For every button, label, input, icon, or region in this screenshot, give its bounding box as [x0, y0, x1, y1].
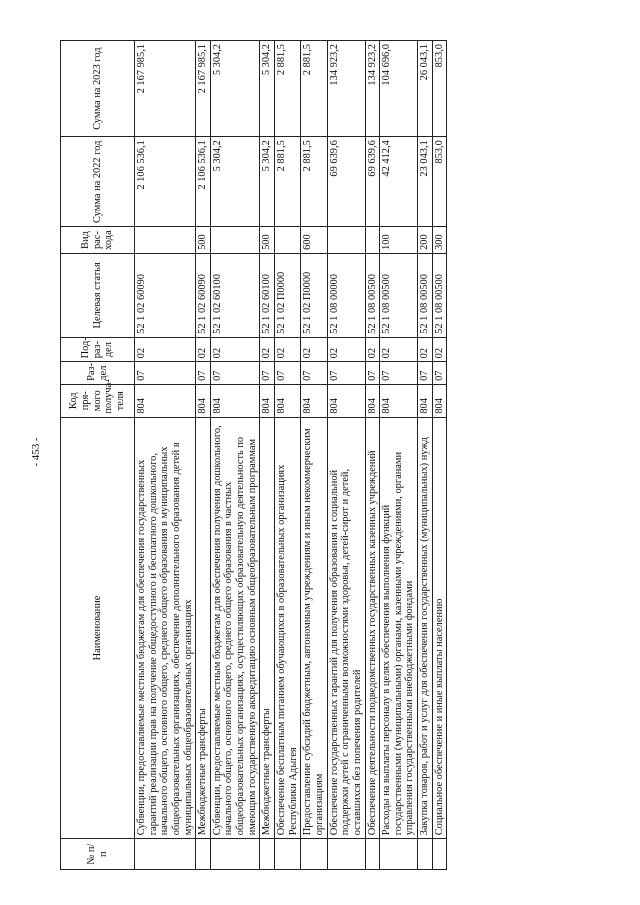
cell-sum2023: 5 304,2: [210, 41, 260, 137]
cell-sum2023: 2 167 985,1: [135, 41, 196, 137]
cell-sum2023: 2 167 985,1: [196, 41, 211, 137]
cell-kod: 804: [327, 384, 365, 417]
cell-podrazdel: 02: [380, 337, 418, 362]
cell-sum2023: 134 923,2: [365, 41, 380, 137]
cell-razdel: 07: [418, 362, 433, 385]
table-row: [210, 41, 260, 870]
cell-vid: [210, 227, 260, 254]
cell-name: Субвенции, предоставляемые местным бюджетам для обеспечения государственных гарантий реализации прав на получение общедоступного и бесплатного дошкольного, начального общего, основного общего, среднего общего образования в муниципальных общеобразовательных организациях, обеспечение дополнительного образования детей в муниципальных общеобразовательных организациях: [135, 417, 196, 839]
cell-kod: 804: [301, 384, 327, 417]
table-body: [135, 41, 447, 870]
cell-vid: 200: [418, 227, 433, 254]
cell-celevaya: 52 1 02 П0000: [301, 253, 327, 337]
cell-podrazdel: 02: [327, 337, 365, 362]
cell-no: [135, 839, 196, 870]
cell-name: Расходы на выплаты персоналу в целях обеспечения выполнения функций государственными (муниципальными) органами, казенными учреждениями, органами управления государственными внебюджетными фондами: [380, 417, 418, 839]
cell-sum2022: 42 412,4: [380, 137, 418, 227]
cell-kod: 804: [432, 384, 447, 417]
cell-podrazdel: 02: [260, 337, 275, 362]
table-row: [418, 41, 433, 870]
cell-podrazdel: 02: [196, 337, 211, 362]
cell-celevaya: 52 1 08 00500: [432, 253, 447, 337]
cell-celevaya: 52 1 02 60100: [210, 253, 260, 337]
table-row: [260, 41, 275, 870]
cell-sum2022: 23 043,1: [418, 137, 433, 227]
cell-razdel: 07: [135, 362, 196, 385]
cell-celevaya: 52 1 08 00000: [327, 253, 365, 337]
table-row: [380, 41, 418, 870]
cell-name: Обеспечение деятельности подведомственных государственных казенных учреждений: [365, 417, 380, 839]
cell-razdel: 07: [196, 362, 211, 385]
cell-sum2022: 69 639,6: [327, 137, 365, 227]
cell-podrazdel: 02: [135, 337, 196, 362]
cell-sum2023: 2 881,5: [301, 41, 327, 137]
cell-razdel: 07: [275, 362, 301, 385]
cell-no: [365, 839, 380, 870]
cell-kod: 804: [275, 384, 301, 417]
cell-kod: 804: [380, 384, 418, 417]
cell-sum2023: 134 923,2: [327, 41, 365, 137]
cell-podrazdel: 02: [275, 337, 301, 362]
cell-vid: [365, 227, 380, 254]
cell-sum2022: 2 106 536,1: [135, 137, 196, 227]
table-row: [327, 41, 365, 870]
table-row: [432, 41, 447, 870]
cell-vid: [275, 227, 301, 254]
cell-no: [432, 839, 447, 870]
cell-celevaya: 52 1 08 00500: [380, 253, 418, 337]
cell-vid: 300: [432, 227, 447, 254]
cell-name: Закупка товаров, работ и услуг для обеспечения государственных (муниципальных) нужд: [418, 417, 433, 839]
cell-no: [418, 839, 433, 870]
cell-kod: 804: [260, 384, 275, 417]
table-header-row: [61, 41, 135, 870]
header-razdel: Раз-дел: [61, 362, 135, 385]
cell-podrazdel: 02: [210, 337, 260, 362]
header-no: № п/п: [61, 839, 135, 870]
cell-celevaya: 52 1 08 00500: [365, 253, 380, 337]
cell-kod: 804: [135, 384, 196, 417]
cell-vid: [327, 227, 365, 254]
table-row: [135, 41, 196, 870]
cell-name: Обеспечение государственных гарантий для получения образования и социальной поддержки детей с ограниченными возможностями здоровья, детей-сирот и детей, оставшихся без попечения родителей: [327, 417, 365, 839]
cell-kod: 804: [196, 384, 211, 417]
cell-sum2023: 853,0: [432, 41, 447, 137]
cell-name: Обеспечение бесплатным питанием обучающихся в образовательных организациях Республики Адыгея: [275, 417, 301, 839]
budget-table: [60, 40, 447, 870]
cell-vid: [135, 227, 196, 254]
cell-razdel: 07: [432, 362, 447, 385]
cell-kod: 804: [365, 384, 380, 417]
cell-vid: 600: [301, 227, 327, 254]
cell-razdel: 07: [327, 362, 365, 385]
header-vid: Вид рас-хода: [61, 227, 135, 254]
cell-no: [301, 839, 327, 870]
cell-vid: 100: [380, 227, 418, 254]
cell-name: Межбюджетные трансферты: [260, 417, 275, 839]
cell-sum2022: 2 881,5: [301, 137, 327, 227]
header-sum2022: Сумма на 2022 год: [61, 137, 135, 227]
cell-kod: 804: [210, 384, 260, 417]
cell-sum2023: 26 043,1: [418, 41, 433, 137]
cell-no: [210, 839, 260, 870]
cell-celevaya: 52 1 08 00500: [418, 253, 433, 337]
cell-podrazdel: 02: [432, 337, 447, 362]
header-kod: Код пря-мого получа-теля: [61, 384, 135, 417]
cell-name: Межбюджетные трансферты: [196, 417, 211, 839]
cell-name: Предоставление субсидий бюджетным, автономным учреждениям и иным некоммерческим организациям: [301, 417, 327, 839]
cell-name: Социальное обеспечение и иные выплаты населению: [432, 417, 447, 839]
header-sum2023: Сумма на 2023 год: [61, 41, 135, 137]
cell-sum2022: 853,0: [432, 137, 447, 227]
table-row: [275, 41, 301, 870]
cell-sum2022: 5 304,2: [210, 137, 260, 227]
cell-no: [327, 839, 365, 870]
cell-vid: 500: [260, 227, 275, 254]
cell-no: [380, 839, 418, 870]
cell-podrazdel: 02: [418, 337, 433, 362]
table-row: [365, 41, 380, 870]
page-number: - 453 -: [30, 437, 42, 467]
cell-celevaya: 52 1 02 П0000: [275, 253, 301, 337]
cell-podrazdel: 02: [301, 337, 327, 362]
cell-no: [260, 839, 275, 870]
header-name: Наименование: [61, 417, 135, 839]
rotated-table-container: [60, 40, 570, 870]
cell-razdel: 07: [301, 362, 327, 385]
cell-celevaya: 52 1 02 60090: [135, 253, 196, 337]
cell-sum2023: 5 304,2: [260, 41, 275, 137]
header-celevaya: Целевая статья: [61, 253, 135, 337]
cell-vid: 500: [196, 227, 211, 254]
cell-sum2022: 2 881,5: [275, 137, 301, 227]
cell-sum2022: 69 639,6: [365, 137, 380, 227]
cell-no: [275, 839, 301, 870]
header-podrazdel: Под-раз-дел: [61, 337, 135, 362]
cell-razdel: 07: [210, 362, 260, 385]
table-row: [196, 41, 211, 870]
cell-name: Субвенции, предоставляемые местным бюджетам для обеспечения получения дошкольного, начального общего, основного общего, среднего общего образования в частных общеобразовательных организациях, осуществляющих образовательную деятельность по имеющим государственную аккредитацию основным общеобразовательным программам: [210, 417, 260, 839]
cell-razdel: 07: [365, 362, 380, 385]
cell-kod: 804: [418, 384, 433, 417]
cell-sum2022: 2 106 536,1: [196, 137, 211, 227]
cell-sum2022: 5 304,2: [260, 137, 275, 227]
cell-sum2023: 2 881,5: [275, 41, 301, 137]
cell-razdel: 07: [380, 362, 418, 385]
table-row: [301, 41, 327, 870]
cell-celevaya: 52 1 02 60100: [260, 253, 275, 337]
cell-razdel: 07: [260, 362, 275, 385]
cell-sum2023: 104 696,0: [380, 41, 418, 137]
cell-podrazdel: 02: [365, 337, 380, 362]
cell-no: [196, 839, 211, 870]
cell-celevaya: 52 1 02 60090: [196, 253, 211, 337]
